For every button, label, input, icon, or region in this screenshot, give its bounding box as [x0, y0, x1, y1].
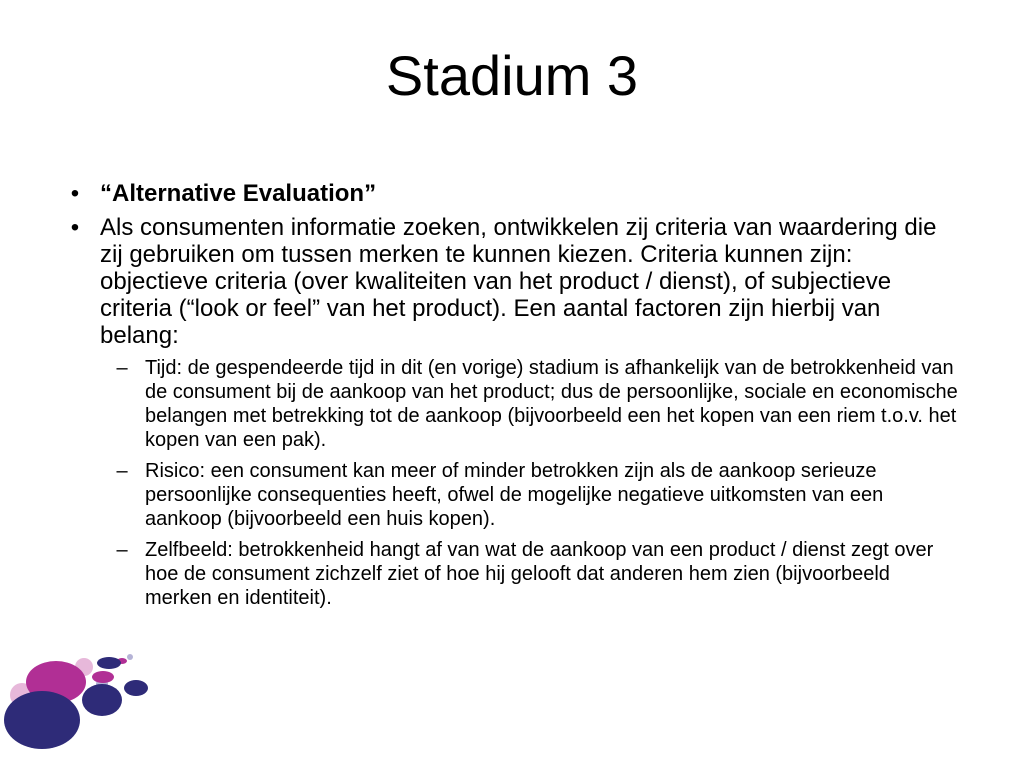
- logo-circle: [92, 671, 114, 683]
- dash-glyph: –: [116, 460, 128, 482]
- logo-circle: [127, 654, 133, 660]
- dash-glyph: –: [116, 539, 128, 561]
- circles-logo-icon: [0, 640, 170, 768]
- bullet-glyph: •: [70, 180, 80, 207]
- bullet-item-alternative-evaluation: [60, 180, 960, 207]
- bullet-text: Als consumenten informatie zoeken, ontwikkelen zij criteria van waardering die zij gebruiken om tussen merken te kunnen kiezen. Criteria kunnen zijn: objectieve criteria (over kwaliteiten van het product / dienst), of subjectieve criteria (“look or feel” van het product). Een aantal factoren zijn hierbij van belang:: [100, 214, 937, 349]
- bullet-text: “Alternative Evaluation”: [100, 180, 377, 207]
- bullet-item-criteria: [60, 214, 960, 349]
- logo-circle: [82, 684, 122, 716]
- logo-circle: [97, 657, 121, 669]
- sub-item-text: Risico: een consument kan meer of minder betrokken zijn als de aankoop serieuze persoonlijke consequenties heeft, ofwel de mogelijke negatieve uitkomsten van een aankoop (bijvoorbeeld een huis kopen).: [145, 460, 884, 530]
- sub-item-tijd: [60, 356, 960, 452]
- logo-circle: [4, 691, 80, 749]
- sub-item-text: Tijd: de gespendeerde tijd in dit (en vorige) stadium is afhankelijk van de betrokkenheid van de consument bij de aankoop van het product; dus de persoonlijke, sociale en economische belangen met betrekking tot de aankoop (bijvoorbeeld een het kopen van een riem t.o.v. het kopen van een pak).: [145, 357, 958, 451]
- sub-item-text: Zelfbeeld: betrokkenheid hangt af van wat de aankoop van een product / dienst zegt over hoe de consument zichzelf ziet of hoe hij gelooft dat anderen hem zien (bijvoorbeeld merken en identiteit).: [145, 539, 934, 609]
- slide-title: Stadium 3: [385, 44, 639, 107]
- logo-circle: [124, 680, 148, 696]
- slide-body: [60, 180, 960, 617]
- dash-glyph: –: [116, 357, 128, 379]
- sub-item-zelfbeeld: [60, 538, 960, 610]
- bullet-glyph: •: [70, 214, 80, 241]
- sub-item-risico: [60, 459, 960, 531]
